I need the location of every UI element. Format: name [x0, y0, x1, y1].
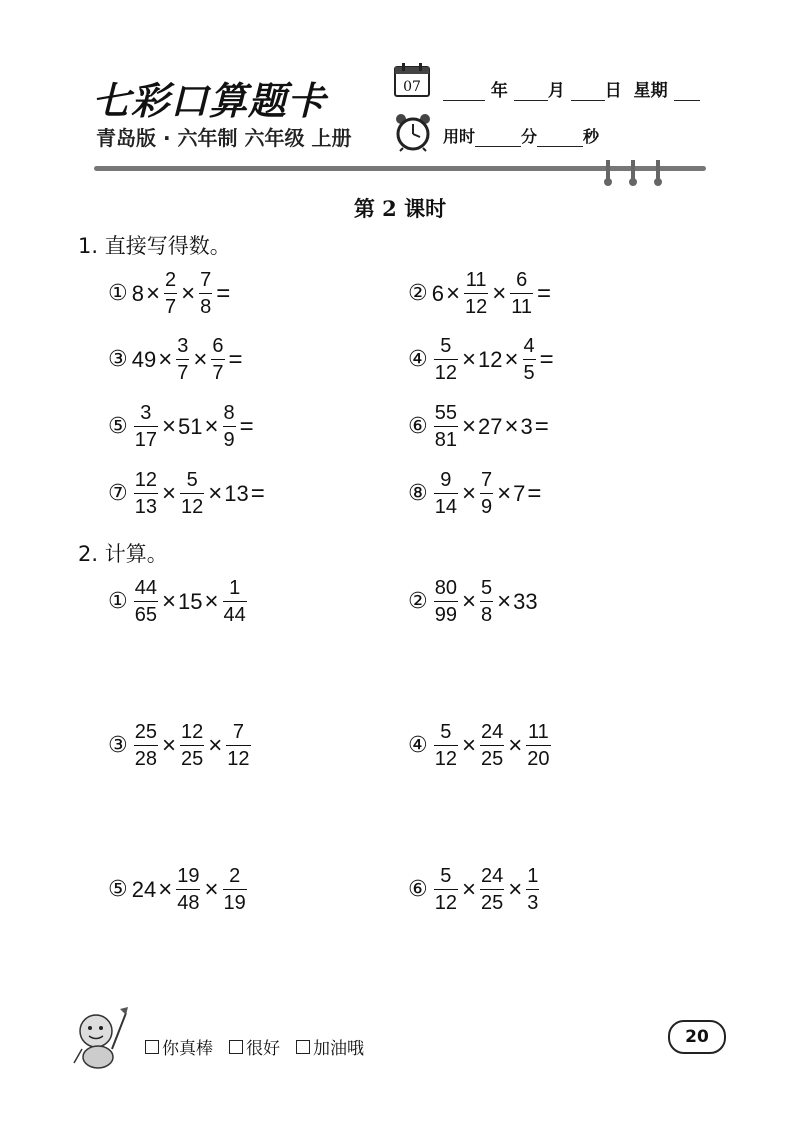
denominator: 11: [511, 296, 533, 318]
numerator: 24: [481, 865, 504, 887]
times-sign: ×: [461, 345, 476, 373]
numerator: 6: [212, 335, 224, 357]
problem-marker: ⑥: [408, 877, 428, 902]
fraction: [434, 866, 458, 913]
fraction: [480, 722, 504, 769]
problem-marker: ⑧: [408, 481, 428, 506]
fraction: [176, 866, 200, 913]
equals-sign: =: [216, 279, 231, 307]
numerator: 5: [440, 865, 452, 887]
fraction: [434, 722, 458, 769]
equals-sign: =: [250, 479, 265, 507]
numerator: 80: [434, 577, 457, 599]
seconds-blank[interactable]: [537, 128, 583, 147]
numerator: 7: [200, 269, 212, 291]
denominator: 25: [181, 748, 204, 770]
times-sign: ×: [208, 731, 223, 759]
divider-beads: [604, 160, 674, 186]
numerator: 11: [465, 269, 487, 291]
numerator: 3: [177, 335, 189, 357]
equals-sign: =: [539, 345, 554, 373]
alarm-clock-icon: [393, 112, 433, 152]
numerator: 5: [440, 721, 452, 743]
problem-marker: ⑤: [108, 414, 128, 439]
times-sign: ×: [504, 412, 519, 440]
integer: 51: [178, 413, 203, 439]
rating-option[interactable]: [145, 1034, 213, 1059]
numerator: 12: [134, 469, 157, 491]
problem-2-1: [108, 578, 249, 625]
weekday-blank[interactable]: [674, 82, 700, 101]
problem-2-5: [108, 866, 249, 913]
weekday-label: 星期: [633, 81, 668, 101]
numerator: 7: [232, 721, 244, 743]
denominator: 99: [434, 604, 457, 626]
denominator: 7: [212, 362, 224, 384]
fraction: [526, 722, 550, 769]
problem-marker: ②: [408, 281, 428, 306]
fraction: [211, 336, 224, 383]
denominator: 25: [481, 892, 504, 914]
times-sign: ×: [161, 587, 176, 615]
problem-marker: ⑤: [108, 877, 128, 902]
times-sign: ×: [158, 875, 173, 903]
times-sign: ×: [461, 412, 476, 440]
problem-2-3: [108, 722, 253, 769]
seconds-label: 秒: [583, 127, 600, 146]
problem-1-6: [408, 403, 551, 450]
section-1-title: 1. 直接写得数。: [78, 234, 231, 258]
denominator: 65: [134, 604, 157, 626]
time-fill-row: [443, 124, 599, 147]
times-sign: ×: [492, 279, 507, 307]
problem-marker: ②: [408, 589, 428, 614]
problem-1-3: [108, 336, 245, 383]
denominator: 12: [434, 892, 457, 914]
integer: 3: [520, 413, 533, 439]
numerator: 55: [434, 402, 457, 424]
rating-label: 加油哦: [313, 1039, 364, 1059]
fraction: [510, 270, 533, 317]
denominator: 48: [177, 892, 200, 914]
year-blank[interactable]: [443, 82, 485, 101]
fraction: [434, 578, 458, 625]
rating-checkbox[interactable]: [229, 1040, 243, 1054]
times-sign: ×: [461, 587, 476, 615]
integer: 6: [431, 280, 444, 306]
denominator: 7: [177, 362, 189, 384]
fraction: [223, 403, 236, 450]
denominator: 28: [134, 748, 157, 770]
equals-sign: =: [239, 412, 254, 440]
denominator: 8: [200, 296, 212, 318]
times-sign: ×: [161, 731, 176, 759]
minutes-label: 分: [521, 127, 538, 146]
problem-2-2: [408, 578, 538, 625]
numerator: 24: [481, 721, 504, 743]
integer: 7: [513, 480, 526, 506]
rating-option[interactable]: [229, 1034, 280, 1059]
numerator: 12: [181, 721, 204, 743]
integer: 15: [178, 588, 203, 614]
denominator: 44: [223, 604, 246, 626]
fraction: [134, 470, 158, 517]
problem-1-4: [408, 336, 556, 383]
problem-1-8: [408, 470, 543, 517]
fraction: [134, 578, 158, 625]
numerator: 19: [177, 865, 200, 887]
year-label: 年: [490, 81, 508, 101]
self-rating-row: [145, 1034, 364, 1059]
denominator: 12: [181, 496, 204, 518]
problem-2-4: [408, 722, 553, 769]
numerator: 1: [229, 577, 241, 599]
problem-marker: ③: [108, 733, 128, 758]
time-used-label: 用时: [443, 127, 476, 146]
denominator: 20: [527, 748, 550, 770]
problem-1-7: [108, 470, 267, 517]
month-label: 月: [547, 81, 565, 101]
mascot-icon: [70, 1005, 132, 1071]
problem-2-6: [408, 866, 541, 913]
fraction: [180, 470, 204, 517]
integer: 12: [478, 346, 503, 372]
times-sign: ×: [461, 731, 476, 759]
numerator: 4: [523, 335, 535, 357]
brand-subtitle: 青岛版 · 六年制 六年级 上册: [96, 126, 352, 150]
lesson-title: 第 2 课时: [353, 196, 447, 221]
equals-sign: =: [527, 479, 542, 507]
denominator: 9: [223, 429, 235, 451]
calendar-icon: [393, 62, 431, 98]
times-sign: ×: [193, 345, 208, 373]
rating-checkbox[interactable]: [145, 1040, 159, 1054]
fraction: [526, 866, 539, 913]
times-sign: ×: [497, 587, 512, 615]
times-sign: ×: [461, 479, 476, 507]
denominator: 12: [465, 296, 488, 318]
fraction: [199, 270, 212, 317]
problem-1-5: [108, 403, 256, 450]
times-sign: ×: [508, 875, 523, 903]
integer: 24: [131, 876, 157, 902]
numerator: 2: [229, 865, 241, 887]
times-sign: ×: [158, 345, 173, 373]
integer: 49: [131, 346, 157, 372]
numerator: 7: [481, 469, 493, 491]
problem-1-1: [108, 270, 232, 317]
problem-marker: ④: [408, 347, 428, 372]
problem-marker: ①: [108, 281, 128, 306]
numerator: 6: [516, 269, 528, 291]
minutes-blank[interactable]: [475, 128, 521, 147]
problem-marker: ⑦: [108, 481, 128, 506]
denominator: 7: [165, 296, 177, 318]
numerator: 1: [527, 865, 539, 887]
fraction: [480, 866, 504, 913]
numerator: 25: [134, 721, 157, 743]
numerator: 2: [165, 269, 177, 291]
times-sign: ×: [145, 279, 160, 307]
fraction: [176, 336, 189, 383]
denominator: 14: [434, 496, 457, 518]
denominator: 12: [434, 748, 457, 770]
equals-sign: =: [537, 279, 552, 307]
fraction: [180, 722, 204, 769]
times-sign: ×: [208, 479, 223, 507]
times-sign: ×: [445, 279, 460, 307]
times-sign: ×: [161, 479, 176, 507]
times-sign: ×: [497, 479, 512, 507]
fraction: [523, 336, 536, 383]
integer: 27: [478, 413, 503, 439]
problem-marker: ③: [108, 347, 128, 372]
fraction: [164, 270, 177, 317]
page-number: 20: [668, 1020, 726, 1054]
integer: 33: [513, 588, 538, 614]
day-label: 日: [604, 81, 622, 101]
denominator: 5: [523, 362, 535, 384]
denominator: 19: [223, 892, 246, 914]
fraction: [223, 866, 247, 913]
numerator: 5: [481, 577, 493, 599]
fraction: [464, 270, 488, 317]
month-blank[interactable]: [514, 82, 548, 101]
fraction: [434, 470, 458, 517]
times-sign: ×: [508, 731, 523, 759]
numerator: 44: [134, 577, 157, 599]
denominator: 17: [134, 429, 157, 451]
denominator: 12: [434, 362, 457, 384]
fraction: [434, 403, 458, 450]
denominator: 25: [481, 748, 504, 770]
fraction: [226, 722, 250, 769]
numerator: 3: [140, 402, 152, 424]
brand-title: 七彩口算题卡: [92, 78, 327, 123]
rating-label: 很好: [246, 1039, 280, 1059]
rating-label: 你真棒: [162, 1039, 213, 1059]
rating-checkbox[interactable]: [296, 1040, 310, 1054]
fraction: [480, 578, 493, 625]
day-blank[interactable]: [571, 82, 605, 101]
times-sign: ×: [204, 412, 219, 440]
equals-sign: =: [534, 412, 549, 440]
integer: 8: [131, 280, 144, 306]
numerator: 5: [440, 335, 452, 357]
numerator: 11: [528, 721, 549, 743]
denominator: 8: [481, 604, 493, 626]
times-sign: ×: [504, 345, 519, 373]
problem-marker: ①: [108, 589, 128, 614]
denominator: 9: [481, 496, 493, 518]
calendar-number: 07: [403, 79, 421, 95]
times-sign: ×: [204, 587, 219, 615]
times-sign: ×: [181, 279, 196, 307]
problem-1-2: [408, 270, 553, 317]
times-sign: ×: [161, 412, 176, 440]
fraction: [223, 578, 247, 625]
fraction: [134, 403, 158, 450]
numerator: 9: [440, 469, 452, 491]
denominator: 12: [227, 748, 250, 770]
times-sign: ×: [204, 875, 219, 903]
integer: 13: [224, 480, 249, 506]
problem-marker: ④: [408, 733, 428, 758]
denominator: 81: [434, 429, 457, 451]
problem-marker: ⑥: [408, 414, 428, 439]
denominator: 13: [134, 496, 157, 518]
numerator: 5: [186, 469, 198, 491]
date-fill-row: [443, 76, 700, 101]
rating-option[interactable]: [296, 1034, 364, 1059]
times-sign: ×: [461, 875, 476, 903]
equals-sign: =: [228, 345, 243, 373]
fraction: [434, 336, 458, 383]
numerator: 8: [223, 402, 235, 424]
section-2-title: 2. 计算。: [78, 542, 168, 566]
fraction: [480, 470, 493, 517]
denominator: 3: [527, 892, 539, 914]
fraction: [134, 722, 158, 769]
